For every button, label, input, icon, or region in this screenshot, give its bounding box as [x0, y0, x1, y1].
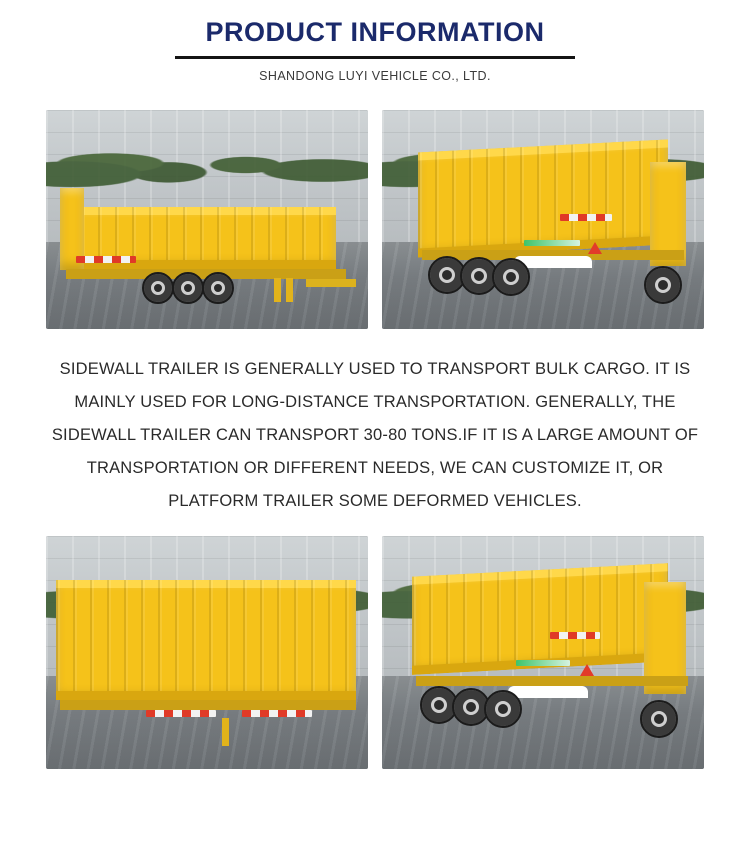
tree-line [46, 119, 368, 211]
trailer-chassis [60, 700, 356, 710]
reflective-stripe [550, 632, 600, 639]
gallery-top [0, 110, 750, 329]
reflective-stripe-right [242, 710, 312, 717]
kingpin-plate [306, 279, 356, 287]
page-header [0, 0, 750, 83]
trailer-side-ribs [56, 580, 356, 700]
landing-leg [274, 278, 281, 302]
trailer-bottom-rail [56, 691, 356, 700]
gallery-bottom [0, 536, 750, 769]
product-photo-rear-quarter [382, 110, 704, 329]
trailer-body [56, 580, 356, 700]
product-description: SIDEWALL TRAILER IS GENERALLY USED TO TRANSPORT BULK CARGO. IT IS MAINLY USED FOR LONG-DISTANCE TRANSPORTATION. GENERALLY, THE SIDEWALL TRAILER CAN TRANSPORT 30-80 TONS.IF IT IS A LARGE AMOUNT OF TRANSPORTATION OR DIFFERENT NEEDS, WE CAN CUSTOMIZE IT, OR PLATFORM TRAILER SOME DEFORMED VEHICLES. [51, 360, 699, 511]
photo-scene [382, 536, 704, 769]
green-reflector-strip [516, 660, 570, 666]
mudguard [508, 686, 588, 698]
title-divider [175, 56, 575, 59]
company-subtitle: SHANDONG LUYI VEHICLE CO., LTD. [259, 69, 491, 84]
warning-triangle-icon [588, 242, 602, 254]
photo-scene [382, 110, 704, 329]
photo-scene [46, 110, 368, 329]
trailer-chassis [416, 676, 688, 686]
green-reflector-strip [524, 240, 580, 246]
product-photo-front-quarter [382, 536, 704, 769]
trailer-body [412, 564, 668, 675]
product-photo-side-view [46, 110, 368, 329]
page-title: PRODUCT INFORMATION [205, 17, 545, 47]
reflective-stripe [76, 256, 136, 263]
warning-triangle-icon [580, 664, 594, 676]
photo-scene [46, 536, 368, 769]
landing-leg-2 [286, 278, 293, 302]
reflective-stripe-left [146, 710, 216, 717]
product-photo-rear-panel [46, 536, 368, 769]
landing-leg [222, 718, 229, 746]
reflective-stripe [560, 214, 612, 221]
